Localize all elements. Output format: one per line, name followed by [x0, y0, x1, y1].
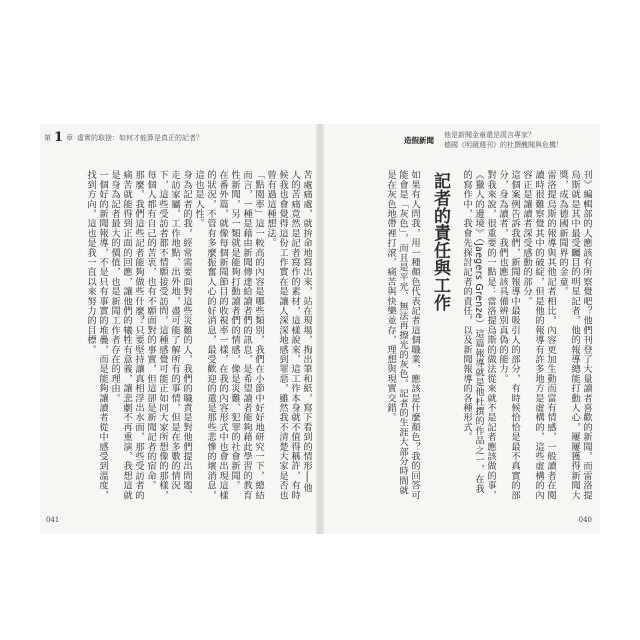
paragraph: 在番外篇，就像每個新聞節目的收視率一樣，在我的內容形式中也會出現這樣的狀況，不管有多麼振奮人心的好消息，最受歡迎的還是那些悲慘的壞消息，這也是人性。	[193, 170, 228, 500]
left-page	[40, 124, 316, 534]
paragraph: 雷洛提烏斯的報導與其他記者相比，內容更加生動而富有情感，一般讀者在閱讀時很難察覺其中的破綻，但是他的報導有許多地方是虛構的，這些虛構的內容正是讓讀者深受感動的部分。	[521, 170, 556, 500]
body-text-right	[328, 170, 592, 500]
book-gutter	[316, 124, 324, 534]
chapter-number: 1	[54, 130, 64, 145]
section-heading: 記者的責任與工作	[430, 172, 450, 312]
chapter-label-prefix: 第	[44, 133, 51, 142]
running-title-line-1: 他是新聞金童還是謊言專家？	[444, 131, 535, 139]
right-page	[324, 124, 600, 534]
paragraph: 那麼，我們這些記者能夠做些什麼？只要堅持讓真相浮出水面，那些受訪者的痛苦就能得到正面的回應，讓他們的犧牲有意義，讓悲劇不再重演，我想這就是身為記者最大的價值，也是新聞工作者存在的理由。	[109, 170, 144, 500]
running-title-right	[444, 130, 563, 150]
paragraph: 刊》編輯部的人應該有所察覺吧？他們刊登了大量讀者喜歡的新聞，而雷洛提烏斯就是其中最受矚目的明星記者，他的報導總能打動人心，屢屢獲得新聞大獎，成為德國新聞界的金童。	[557, 170, 592, 500]
paragraph: 這個案例告訴我們，新聞報導中最吸引人的部分，有時候恰恰是最不真實的部分，身為讀者，我們也應該具備辨別真偽的能力。	[497, 170, 520, 500]
paragraph: 如果有人問我，用一種顏色代表記者這個職業，應該是什麼顏色？我的回答可能會是「灰色」，而且是平光、無法再擦光的灰色。記者的生涯大部分時間就是在灰色地帶裡打滾，痛苦與快樂並存，理想與現實交錯。	[385, 170, 420, 500]
running-header-left	[44, 130, 203, 145]
paragraph: 苦處痛處，就拚命地寫出來，站在現場，掏出筆和紙，寫下看到的情形──他人的苦痛竟然是記者寫作的素材，這樣說來，這工作本身就不值得稱許，有時候我也會覺得這份工作實在是讓人深深地感到罪惡，雖然我不清楚大家是否也曾有過這種想法。	[265, 170, 312, 500]
paragraph: 對我來說，很重要的一點是：當洛提烏斯的做法從來就不是記者應該做的事，《獵人的邊境》（Jaegers Grenze）這篇報導就是他杜撰的作品之一，在我的寫作中，我會先探討記者的責任，以及新聞報導的各種形式。	[461, 170, 496, 500]
book-spread	[40, 124, 600, 534]
paragraph: 「點閱率」這一較高的內容是哪些類別，我們在小節中好好地研究一下，總結而言，一種是藉由新聞傳達給讀者們的訊息，是希望讀者能夠藉此學習的教育性新聞，另一類就是能夠打動讀者們的情感，像是災難、犯罪的社會新聞。	[229, 170, 264, 500]
section-tag: 造假新聞	[404, 135, 434, 145]
page-number-right: 040	[578, 516, 592, 524]
page-number-left: 041	[46, 516, 60, 524]
paragraph: 身為記者的我，經常需要面對這些災難的人，我們的職責是對他們提出問題、走訪家屬，工作地點、出外地，盡可能了解所有的事情，但是在多數的情況下，這些受訪者都不情願接受訪問，這種感覺可能正如同大家所想像的那樣，每個人都有自己的苦衷，也有不願面對的事實，但這卻是新聞記者的宿命。	[145, 170, 192, 500]
running-title-line-2: 德國《明鏡週刊》的杜撰醜聞與危機！	[444, 141, 563, 149]
running-header-right	[404, 130, 563, 150]
running-title-left: 虛實的取捨：如何才能算是真正的記者？	[77, 133, 204, 142]
body-text-left	[46, 170, 312, 500]
chapter-label-suffix: 章	[66, 133, 74, 142]
paragraph: 一個好的新聞報導，不是只有事實的堆疊，而是能夠讓讀者從中感受到溫度，找到方向，這也是我一直以來努力的目標。	[85, 170, 108, 500]
